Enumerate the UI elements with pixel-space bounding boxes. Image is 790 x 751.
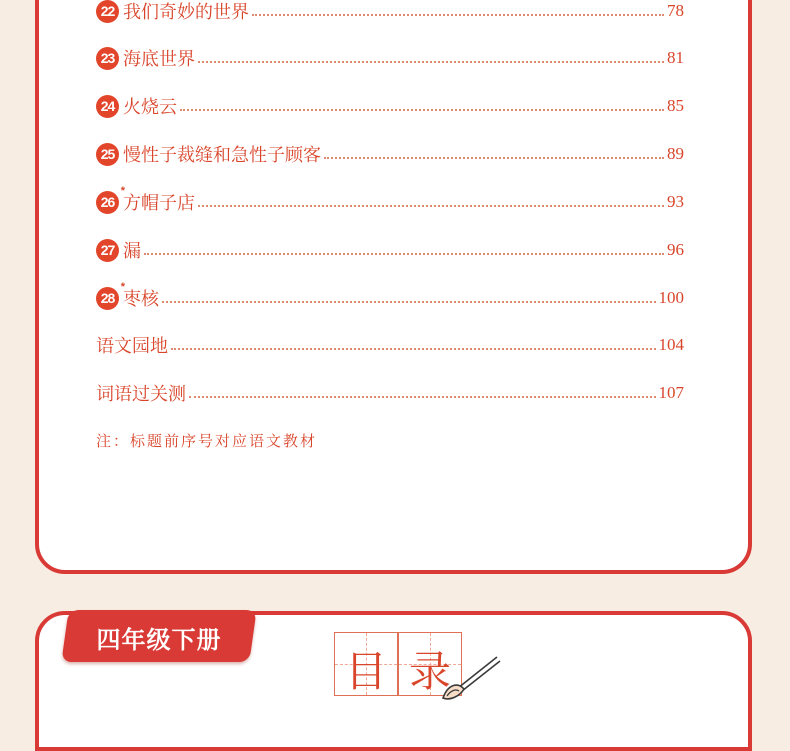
page-number: 85 [667,96,684,115]
tianzige-box [334,632,398,696]
section-title: 语文园地 [96,336,168,357]
toc-item[interactable] [96,280,684,311]
page-number: 81 [667,48,684,67]
toc-item[interactable] [96,237,684,263]
toc-item-chinese-garden[interactable] [96,332,684,358]
lesson-number-badge: 23 [96,47,119,70]
dot-leader [189,396,656,398]
dot-leader [198,205,664,207]
lesson-number-badge: 28 * [96,287,119,310]
star-mark: * [120,184,124,197]
lesson-title: 枣核 [123,289,159,310]
tianzige-box [398,632,462,696]
page-number: 104 [658,335,684,354]
lesson-number-badge: 25 [96,143,119,166]
dot-leader [180,109,664,111]
page-number: 96 [667,240,684,259]
lesson-number-badge: 22 [96,0,119,23]
section-title: 词语过关测 [96,384,186,405]
heading-char: 目 [344,647,387,696]
dot-leader [198,61,664,63]
lesson-title: 我们奇妙的世界 [123,2,249,23]
lesson-number-badge: 26 * [96,191,119,214]
page-number: 89 [667,144,684,163]
lesson-title: 火烧云 [123,97,177,118]
lesson-title: 漏 [123,241,141,262]
lesson-title: 方帽子店 [123,193,195,214]
lesson-number-badge: 24 [96,95,119,118]
page-number: 78 [667,1,684,20]
dot-leader [171,348,656,350]
grade-label: 四年级下册 [96,626,222,654]
dot-leader [162,301,656,303]
lesson-number-badge: 27 [96,239,119,262]
footnote: 注：标题前序号对应语文教材 [96,432,318,450]
toc-item[interactable] [96,45,684,71]
toc-item-vocabulary-test[interactable] [96,380,684,406]
page-number: 107 [658,383,684,402]
toc-item[interactable] [96,93,684,119]
lesson-title: 海底世界 [123,49,195,70]
page-number: 93 [667,192,684,211]
lesson-title: 慢性子裁缝和急性子顾客 [123,145,321,166]
star-mark: * [120,280,124,293]
dot-leader [252,14,664,16]
toc-item[interactable] [96,0,684,24]
toc-item[interactable] [96,184,684,215]
heading-char: 录 [408,647,451,696]
page-number: 100 [658,288,684,307]
toc-item[interactable] [96,141,684,167]
dot-leader [144,253,664,255]
dot-leader [324,157,664,159]
